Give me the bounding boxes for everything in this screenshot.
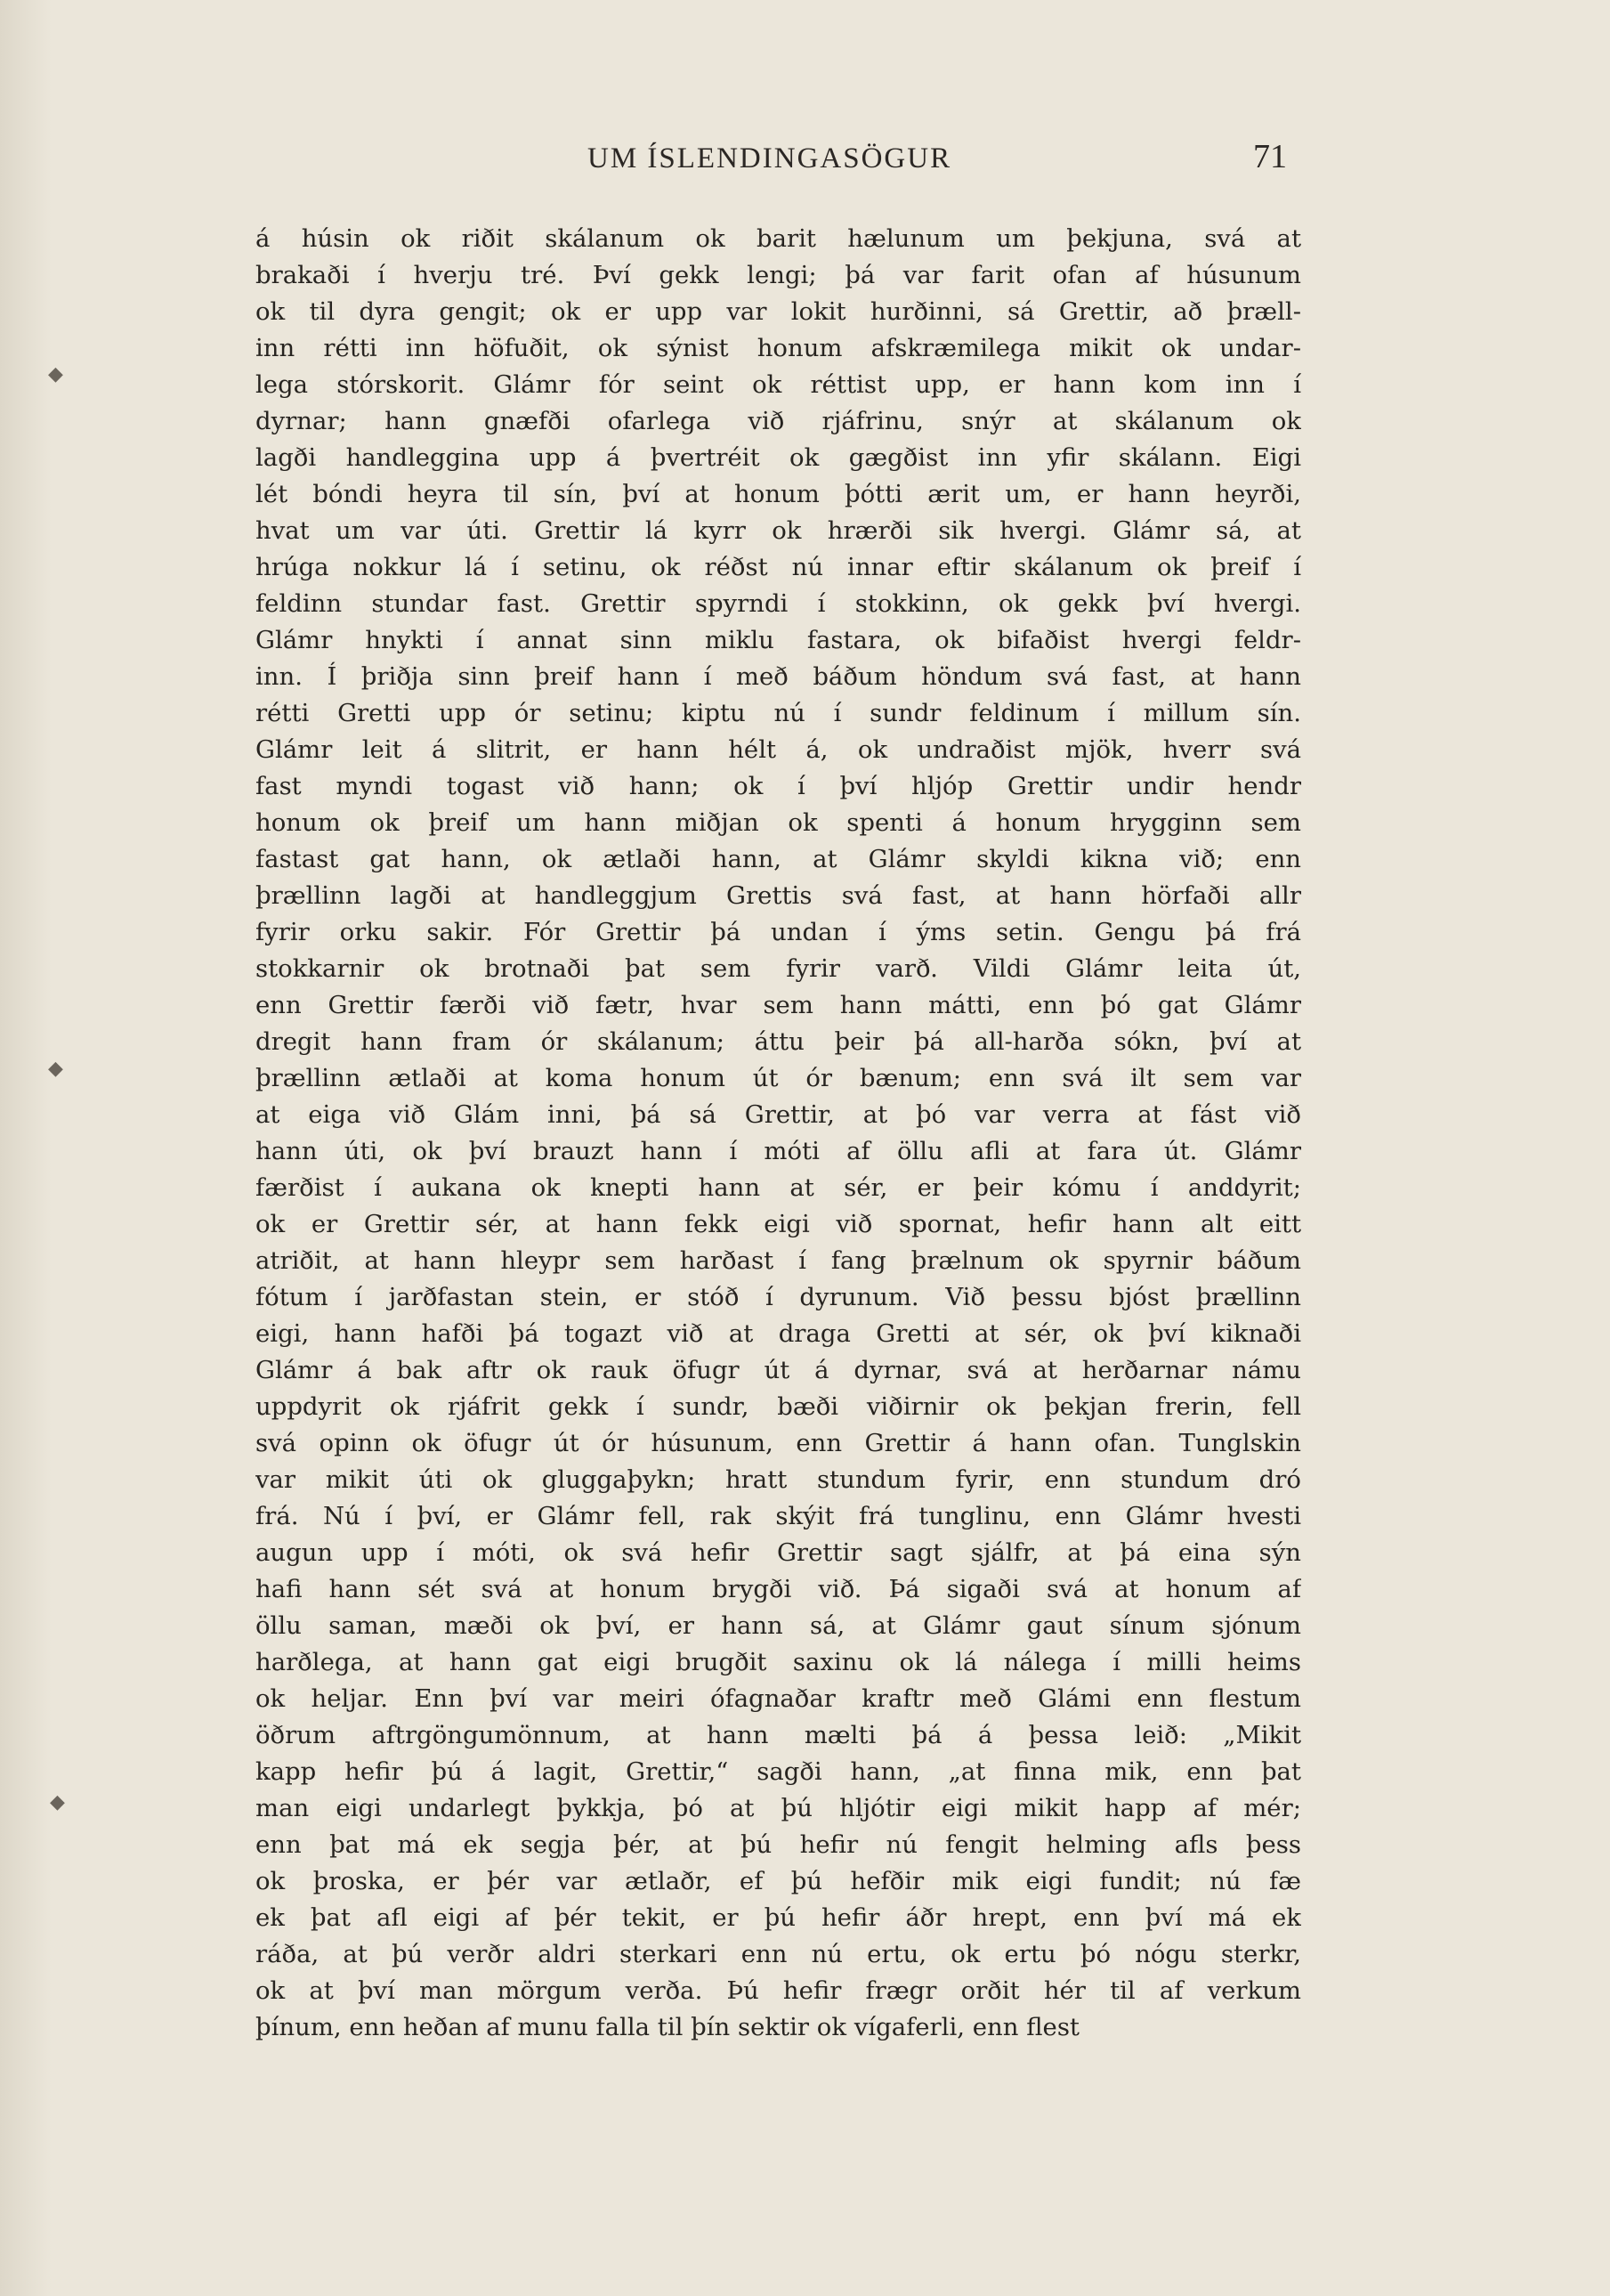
text-line: ráða, at þú verðr aldri sterkari enn nú ertu, ok ertu þó nógu sterkr, [255, 1940, 1301, 1968]
text-line: á húsin ok riðit skálanum ok barit hælunum um þekjuna, svá at [255, 224, 1301, 253]
text-line: honum ok þreif um hann miðjan ok spenti á honum hrygginn sem [255, 808, 1301, 837]
text-line: þrællinn lagði at handleggjum Grettis svá fast, at hann hörfaði allr [255, 881, 1301, 910]
text-line: ok þroska, er þér var ætlaðr, ef þú hefðir mik eigi fundit; nú fæ [255, 1867, 1301, 1895]
text-line: ok er Grettir sér, at hann fekk eigi við spornat, hefir hann alt eitt [255, 1210, 1301, 1238]
text-line: svá opinn ok öfugr út ór húsunum, enn Grettir á hann ofan. Tunglskin [255, 1429, 1301, 1457]
margin-mark: ◆ [48, 1058, 63, 1080]
text-line: lega stórskorit. Glámr fór seint ok réttist upp, er hann kom inn í [255, 370, 1301, 399]
text-line: fyrir orku sakir. Fór Grettir þá undan í ýms setin. Gengu þá frá [255, 918, 1301, 946]
text-line: harðlega, at hann gat eigi brugðit saxinu ok lá nálega í milli heims [255, 1648, 1301, 1676]
text-line: ok til dyra gengit; ok er upp var lokit hurðinni, sá Grettir, að þræll- [255, 297, 1301, 326]
text-line: atriðit, at hann hleypr sem harðast í fang þrælnum ok spyrnir báðum [255, 1246, 1301, 1275]
text-line: inn. Í þriðja sinn þreif hann í með báðum höndum svá fast, at hann [255, 662, 1301, 691]
text-line: rétti Gretti upp ór setinu; kiptu nú í sundr feldinum í millum sín. [255, 699, 1301, 727]
text-line: frá. Nú í því, er Glámr fell, rak skýit frá tunglinu, enn Glámr hvesti [255, 1502, 1301, 1530]
text-line: Glámr leit á slitrit, er hann hélt á, ok undraðist mjök, hverr svá [255, 735, 1301, 764]
text-line: fótum í jarðfastan stein, er stóð í dyrunum. Við þessu bjóst þrællinn [255, 1283, 1301, 1311]
text-line: dyrnar; hann gnæfði ofarlega við rjáfrinu, snýr at skálanum ok [255, 407, 1301, 435]
text-line: augun upp í móti, ok svá hefir Grettir sagt sjálfr, at þá eina sýn [255, 1538, 1301, 1567]
text-line: hafi hann sét svá at honum brygði við. Þá sigaði svá at honum af [255, 1575, 1301, 1603]
page-gutter-shadow [0, 0, 52, 2296]
text-line: enn þat má ek segja þér, at þú hefir nú fengit helming afls þess [255, 1830, 1301, 1859]
text-line: ok heljar. Enn því var meiri ófagnaðar kraftr með Glámi enn flestum [255, 1684, 1301, 1713]
text-line: kapp hefir þú á lagit, Grettir,“ sagði hann, „at finna mik, enn þat [255, 1757, 1301, 1786]
text-line: Glámr á bak aftr ok rauk öfugr út á dyrnar, svá at herðarnar námu [255, 1356, 1301, 1384]
text-line: brakaði í hverju tré. Því gekk lengi; þá var farit ofan af húsunum [255, 261, 1301, 289]
text-line: fastast gat hann, ok ætlaði hann, at Glámr skyldi kikna við; enn [255, 845, 1301, 873]
text-line: dregit hann fram ór skálanum; áttu þeir þá all-harða sókn, því at [255, 1027, 1301, 1056]
page-number: 71 [1253, 138, 1287, 175]
running-head: UM ÍSLENDINGASÖGUR [587, 142, 952, 174]
text-line: þrællinn ætlaði at koma honum út ór bænum; enn svá ilt sem var [255, 1064, 1301, 1092]
text-line: hvat um var úti. Grettir lá kyrr ok hrærði sik hvergi. Glámr sá, at [255, 516, 1301, 545]
text-line: ek þat afl eigi af þér tekit, er þú hefir áðr hrept, enn því má ek [255, 1903, 1301, 1932]
text-line: öllu saman, mæði ok því, er hann sá, at Glámr gaut sínum sjónum [255, 1611, 1301, 1640]
text-line: uppdyrit ok rjáfrit gekk í sundr, bæði viðirnir ok þekjan frerin, fell [255, 1392, 1301, 1421]
text-line: Glámr hnykti í annat sinn miklu fastara, ok bifaðist hvergi feldr- [255, 626, 1301, 654]
text-line: lagði handleggina upp á þvertréit ok gægðist inn yfir skálann. Eigi [255, 443, 1301, 472]
text-line: inn rétti inn höfuðit, ok sýnist honum afskræmilega mikit ok undar- [255, 334, 1301, 362]
text-line: færðist í aukana ok knepti hann at sér, er þeir kómu í anddyrit; [255, 1173, 1301, 1202]
text-line: þínum, enn heðan af munu falla til þín sektir ok vígaferli, enn flest [255, 2013, 1080, 2041]
text-line: stokkarnir ok brotnaði þat sem fyrir varð. Vildi Glámr leita út, [255, 954, 1301, 983]
text-line: var mikit úti ok gluggaþykn; hratt stundum fyrir, enn stundum dró [255, 1465, 1301, 1494]
text-line: enn Grettir færði við fætr, hvar sem hann mátti, enn þó gat Glámr [255, 991, 1301, 1019]
text-line: eigi, hann hafði þá togazt við at draga Gretti at sér, ok því kiknaði [255, 1319, 1301, 1348]
body-text [255, 221, 1301, 2046]
text-line: lét bóndi heyra til sín, því at honum þótti ærit um, er hann heyrði, [255, 480, 1301, 508]
text-line: hann úti, ok því brauzt hann í móti af öllu afli at fara út. Glámr [255, 1137, 1301, 1165]
margin-mark: ◆ [50, 1791, 65, 1813]
text-line: ok at því man mörgum verða. Þú hefir frægr orðit hér til af verkum [255, 1976, 1301, 2005]
text-line: at eiga við Glám inni, þá sá Grettir, at þó var verra at fást við [255, 1100, 1301, 1129]
text-line: öðrum aftrgöngumönnum, at hann mælti þá á þessa leið: „Mikit [255, 1721, 1301, 1749]
margin-mark: ◆ [48, 363, 63, 385]
text-line: feldinn stundar fast. Grettir spyrndi í stokkinn, ok gekk því hvergi. [255, 589, 1301, 618]
text-line: man eigi undarlegt þykkja, þó at þú hljótir eigi mikit happ af mér; [255, 1794, 1301, 1822]
text-line: fast myndi togast við hann; ok í því hljóp Grettir undir hendr [255, 772, 1301, 800]
text-line: hrúga nokkur lá í setinu, ok réðst nú innar eftir skálanum ok þreif í [255, 553, 1301, 581]
